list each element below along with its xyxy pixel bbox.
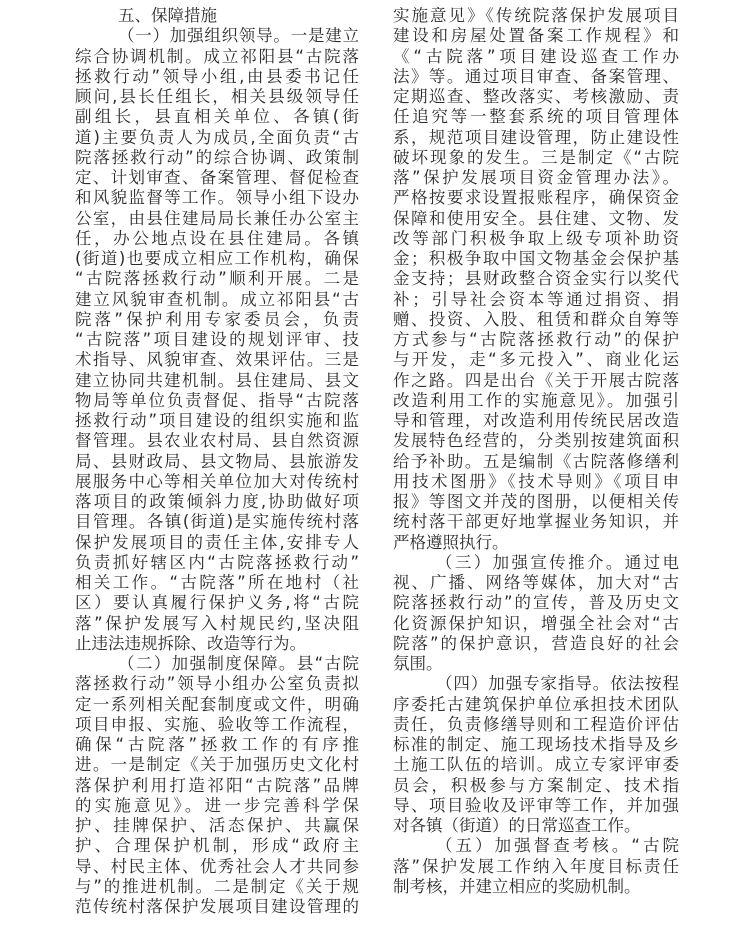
text-line: 化资源保护知识，增强全社会对“古 — [393, 613, 679, 633]
text-line: 督管理。县农业农村局、县自然资源 — [75, 431, 359, 451]
text-line: 落”保护发展工作纳入年度目标责任 — [393, 856, 679, 876]
text-line: 导、村民主体、优秀社会人才共同参 — [75, 856, 359, 876]
text-line: 和风貌监督等工作。领导小组下设办 — [75, 188, 359, 208]
text-line: 给予补助。五是编制《古院落修缮利 — [393, 451, 679, 471]
text-line: 法》等。通过项目审查、备案管理、 — [393, 66, 679, 86]
text-line: 建设和房屋处置备案工作规程》和 — [393, 26, 679, 46]
text-line: 标准的制定、施工现场技术指导及乡 — [393, 735, 679, 754]
text-line: 制考核，并建立相应的奖励机制。 — [393, 876, 641, 896]
text-line: 建立风貌审查机制。成立祁阳县“古 — [75, 289, 359, 309]
text-line: （三）加强宣传推介。通过电 — [436, 552, 679, 572]
text-line: 方式参与“古院落拯救行动”的保护 — [393, 330, 679, 349]
text-line: 拯救行动”领导小组,由县委书记任 — [75, 66, 359, 86]
text-line: 破坏现象的发生。三是制定《“古院 — [393, 147, 679, 167]
text-line: 保护发展项目的责任主体,安排专人 — [75, 532, 359, 552]
text-line: 严格按要求设置报账程序，确保资金 — [393, 188, 679, 208]
text-line: 改造利用工作的实施意见》。加强引 — [393, 390, 679, 410]
text-line: 院落拯救行动”的综合协调、政策制 — [75, 147, 359, 167]
text-line: 土施工队伍的培训。成立专家评审委 — [393, 755, 679, 775]
text-line: 严格遵照执行。 — [393, 532, 509, 552]
text-line: 项目申报、实施、验收等工作流程， — [75, 714, 359, 734]
text-line: “古院落拯救行动”顺利开展。二是 — [75, 269, 359, 289]
text-line: 展服务中心等相关单位加大对传统村 — [75, 471, 359, 491]
text-line: 定期巡查、整改落实、考核激励、责 — [393, 87, 679, 106]
text-line: 《“古院落”项目建设巡查工作办 — [393, 46, 679, 66]
text-line: (街道)也要成立相应工作机构，确保 — [75, 249, 359, 268]
text-line: “古院落”项目建设的规划评审、技 — [75, 330, 359, 349]
text-line: 护、合理保护机制，形成“政府主 — [75, 836, 359, 856]
text-line: 区）要认真履行保护义务,将“古院 — [75, 593, 359, 613]
text-line: 局、县财政局、县文物局、县旅游发 — [75, 451, 359, 471]
text-line: 金支持；县财政整合资金实行以奖代 — [393, 269, 679, 289]
text-line: 发展特色经营的，分类别按建筑面积 — [393, 431, 679, 451]
text-line: 院落拯救行动”的宣传，普及历史文 — [393, 593, 679, 613]
text-line: 建立协同共建机制。县住建局、县文 — [75, 370, 359, 390]
text-line: 补；引导社会资本等通过捐资、捐 — [393, 289, 679, 309]
text-line: 保障和使用安全。县住建、文物、发 — [393, 208, 679, 228]
text-line: 护、挂牌保护、活态保护、共赢保 — [75, 816, 359, 835]
text-line: 赠、投资、入股、租赁和群众自筹等 — [393, 309, 679, 329]
text-line: 落项目的政策倾斜力度,协助做好项 — [75, 492, 359, 511]
text-line: 对各镇（街道）的日常巡查工作。 — [393, 816, 641, 835]
text-line: 副组长，县直相关单位、各镇(街 — [75, 107, 359, 127]
text-line: 落拯救行动”领导小组办公室负责拟 — [75, 674, 359, 694]
text-line: 拯救行动”项目建设的组织实施和监 — [75, 411, 359, 430]
text-line: 的实施意见》。进一步完善科学保 — [75, 795, 359, 815]
text-line: 止违法违规拆除、改造等行为。 — [75, 633, 306, 653]
text-line: 公室，由县住建局局长兼任办公室主 — [75, 208, 359, 228]
text-line: 院落”的保护意识，营造良好的社会 — [393, 633, 679, 653]
text-line: 与”的推进机制。二是制定《关于规 — [75, 876, 359, 896]
text-line: 定一系列相关配套制度或文件，明确 — [75, 694, 359, 714]
text-line: 改等部门积极争取上级专项补助资 — [393, 228, 679, 248]
text-line: 落”保护发展项目资金管理办法》。 — [393, 168, 679, 187]
text-line: 范传统村落保护发展项目建设管理的 — [75, 897, 359, 916]
text-line: 实施意见》《传统院落保护发展项目 — [393, 6, 679, 25]
text-line: 视、广播、网络等媒体，加大对“古 — [393, 573, 679, 592]
text-line: 导和管理，对改造利用传统民居改造 — [393, 411, 679, 430]
text-line: 员会，积极参与方案制定、技术指 — [393, 775, 679, 795]
text-line: 序委托古建筑保护单位承担技术团队 — [393, 694, 679, 714]
text-line: 确保“古院落”拯救工作的有序推 — [75, 735, 359, 754]
text-line: 作之路。四是出台《关于开展古院落 — [393, 370, 679, 390]
text-line: 负责抓好辖区内“古院落拯救行动” — [75, 552, 359, 572]
text-line: 报》等图文并茂的图册，以便相关传 — [393, 492, 679, 511]
text-line: 进。一是制定《关于加强历史文化村 — [75, 755, 359, 775]
text-line: 定、计划审查、备案管理、督促检查 — [75, 168, 359, 187]
text-line: 系，规范项目建设管理，防止建设性 — [393, 127, 679, 147]
text-line: 综合协调机制。成立祁阳县“古院落 — [75, 46, 359, 66]
text-line: （一）加强组织领导。一是建立 — [118, 26, 359, 46]
text-line: 相关工作。“古院落”所在地村（社 — [75, 573, 359, 592]
text-line: 用技术图册》《技术导则》《项目申 — [393, 471, 679, 491]
text-line: 院落”保护利用专家委员会，负责 — [75, 309, 359, 329]
text-line: 物局等单位负责督促、指导“古院落 — [75, 390, 359, 410]
text-line: （四）加强专家指导。依法按程 — [436, 674, 679, 694]
text-line: 落”保护发展写入村规民约,坚决阻 — [75, 613, 359, 633]
text-line: 与开发，走“多元投入”、商业化运 — [393, 350, 679, 370]
text-line: （五）加强督查考核。“古院 — [436, 836, 679, 856]
text-line: 目管理。各镇(街道)是实施传统村落 — [75, 512, 359, 532]
left-column — [75, 6, 359, 917]
text-line: 术指导、风貌审查、效果评估。三是 — [75, 350, 359, 370]
text-line: 金；积极争取中国文物基金会保护基 — [393, 249, 679, 268]
text-line: 导、项目验收及评审等工作，并加强 — [393, 795, 679, 815]
text-line: 道)主要负责人为成员,全面负责“古 — [75, 127, 359, 147]
text-line: 任，办公地点设在县住建局。各镇 — [75, 228, 359, 248]
text-line: 责任，负责修缮导则和工程造价评估 — [393, 714, 679, 734]
right-column — [393, 6, 679, 897]
text-line: （二）加强制度保障。县“古院 — [118, 654, 359, 673]
text-line: 统村落干部更好地掌握业务知识，并 — [393, 512, 679, 532]
text-line: 落保护利用打造祁阳“古院落”品牌 — [75, 775, 359, 795]
text-line: 氛围。 — [393, 654, 443, 673]
text-line: 任追究等一整套系统的项目管理体 — [393, 107, 679, 127]
text-line: 顾问,县长任组长，相关县级领导任 — [75, 87, 359, 106]
section-heading: 五、保障措施 — [118, 6, 217, 25]
